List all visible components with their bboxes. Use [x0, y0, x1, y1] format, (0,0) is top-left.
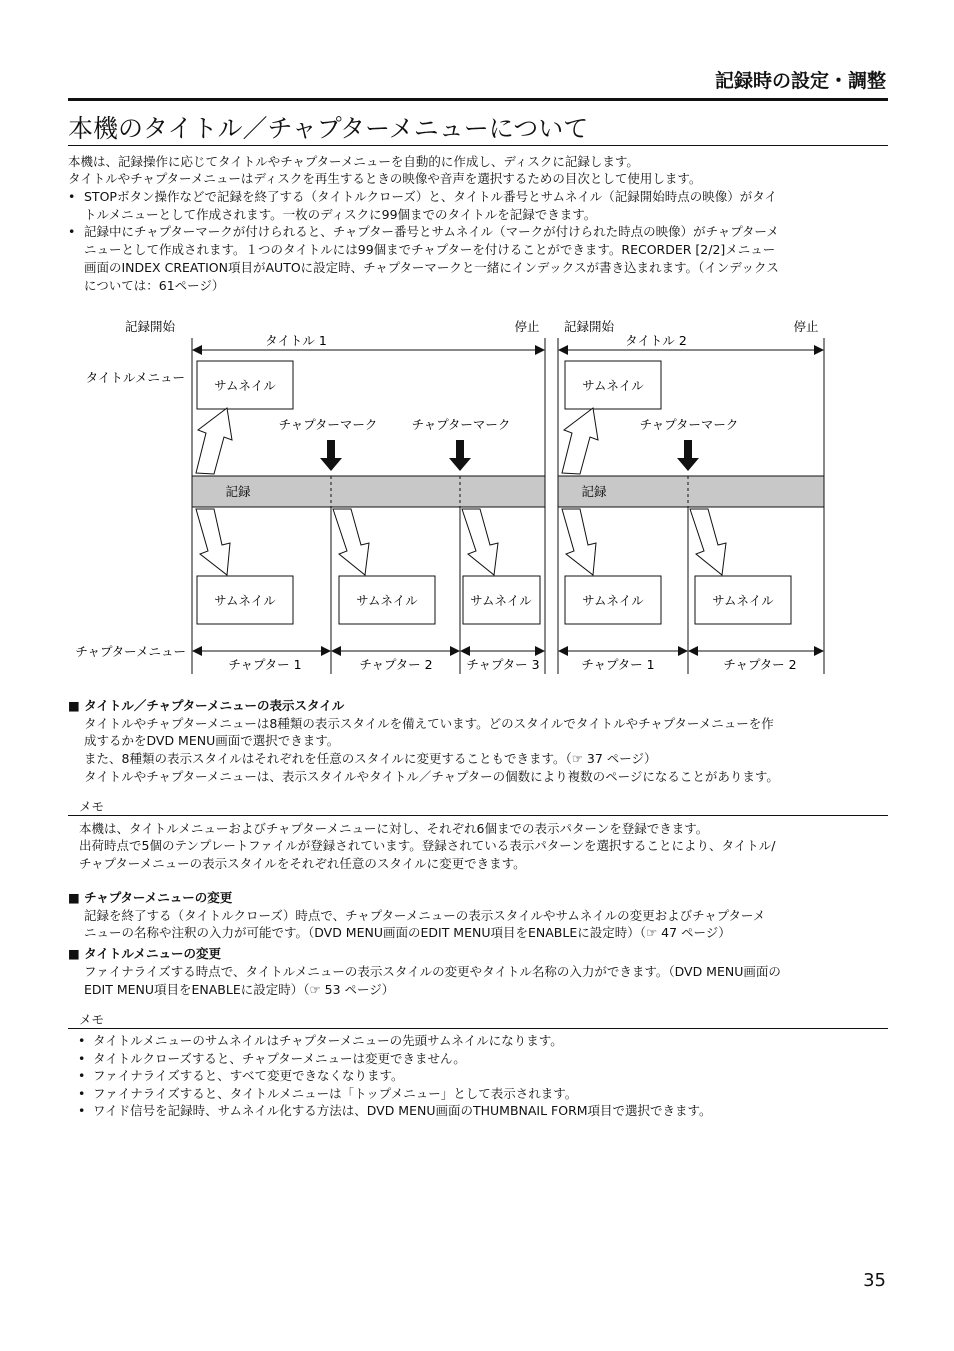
thumbnail-label: サムネイル [712, 593, 774, 608]
intro-bullet-line: ニューとして作成されます。１つのタイトルには99個までチャプターを付けることができます。RECORDER [2/2]メニュー [84, 242, 776, 257]
memo-bullet: ワイド信号を記録時、サムネイル化する方法は、DVD MENU画面のTHUMBNAIL FORM項目で選択できます。 [93, 1103, 712, 1118]
chapter-mark-label: チャプターマーク [278, 417, 378, 432]
thumbnail-label: サムネイル [214, 593, 276, 608]
bullet-dot: • [78, 1103, 86, 1118]
section-heading: ■ タイトル／チャプターメニューの表示スタイル [68, 698, 345, 713]
outline-arrow-up [562, 408, 598, 474]
memo-line: チャプターメニューの表示スタイルをそれぞれ任意のスタイルに変更できます。 [79, 856, 526, 871]
section-heading: ■ タイトルメニューの変更 [68, 946, 222, 961]
bullet-dot: • [78, 1086, 86, 1101]
page-number: 35 [863, 1270, 886, 1291]
rec-start-label: 記録開始 [124, 319, 176, 334]
section-heading: ■ チャプターメニューの変更 [68, 890, 233, 905]
memo-bullet: ファイナライズすると、すべて変更できなくなります。 [93, 1068, 404, 1083]
chapter-menu-label: チャプターメニュー [75, 644, 186, 659]
outline-arrow-down [462, 509, 498, 575]
intro-bullet-line: 画面のINDEX CREATION項目がAUTOに設定時、チャプターマークと一緒にインデックスが書き込まれます。（インデックス [84, 260, 779, 275]
thumbnail-label: サムネイル [356, 593, 418, 608]
bullet-dot: • [78, 1068, 86, 1083]
outline-arrow-up [196, 408, 232, 474]
section-title: 記録時の設定・調整 [714, 70, 886, 92]
memo-bullet: タイトルメニューのサムネイルはチャプターメニューの先頭サムネイルになります。 [93, 1033, 563, 1048]
memo-line: 本機は、タイトルメニューおよびチャプターメニューに対し、それぞれ6個までの表示パターンを登録できます。 [79, 821, 709, 836]
page-title: 本機のタイトル／チャプターメニューについて [68, 114, 589, 143]
body-line: ファイナライズする時点で、タイトルメニューの表示スタイルの変更やタイトル名称の入力ができます。（DVD MENU画面の [84, 964, 781, 979]
body-line: ニューの名称や注釈の入力が可能です。（DVD MENU画面のEDIT MENU項目をENABLEに設定時）（☞ 47 ページ） [84, 925, 731, 940]
section-heading-text: タイトル／チャプターメニューの表示スタイル [84, 698, 345, 713]
chapter-label: チャプター 2 [359, 657, 433, 672]
body-line: 成するかをDVD MENU画面で選択できます。 [84, 733, 340, 748]
intro-bullet-line: STOPボタン操作などで記録を終了する（タイトルクローズ）と、タイトル番号とサムネイル（記録開始時点の映像）がタイ [84, 189, 777, 204]
memo-bullet: タイトルクローズすると、チャプターメニューは変更できません。 [93, 1051, 466, 1066]
recording-label: 記録 [581, 484, 607, 499]
body-line: タイトルやチャプターメニューは、表示スタイルやタイトル／チャプターの個数により複数のページになることがあります。 [84, 769, 779, 784]
section-heading-text: チャプターメニューの変更 [84, 890, 233, 905]
intro-bullet-line: 記録中にチャプターマークが付けられると、チャプター番号とサムネイル（マークが付けられた時点の映像）がチャプターメ [84, 224, 779, 239]
intro-line: タイトルやチャプターメニューはディスクを再生するときの映像や音声を選択するための目次として使用します。 [68, 171, 702, 186]
title-1-label: タイトル 1 [265, 333, 327, 348]
recording-label: 記録 [225, 484, 251, 499]
chapter-mark-arrow [449, 440, 471, 471]
chapter-label: チャプター 2 [723, 657, 797, 672]
chapter-label: チャプター 3 [466, 657, 540, 672]
bullet-dot: • [78, 1051, 86, 1066]
body-line: タイトルやチャプターメニューは8種類の表示スタイルを備えています。どのスタイルでタイトルやチャプターメニューを作 [84, 716, 774, 731]
bullet-dot: • [68, 189, 76, 204]
thumbnail-label: サムネイル [470, 593, 532, 608]
thumbnail-label: サムネイル [582, 378, 644, 393]
title-menu-label: タイトルメニュー [85, 370, 185, 385]
stop-label: 停止 [793, 319, 819, 334]
memo-label: メモ [79, 1012, 105, 1027]
bullet-dot: • [78, 1033, 86, 1048]
section-heading-text: タイトルメニューの変更 [84, 946, 222, 961]
chapter-mark-label: チャプターマーク [639, 417, 739, 432]
memo-line: 出荷時点で5個のテンプレートファイルが登録されています。登録されている表示パターンを選択することにより、タイトル/ [79, 838, 776, 853]
body-line: 記録を終了する（タイトルクローズ）時点で、チャプターメニューの表示スタイルやサムネイルの変更およびチャプターメ [84, 908, 766, 923]
memo-rule [68, 1028, 888, 1029]
memo-label: メモ [79, 799, 105, 814]
intro-line: 本機は、記録操作に応じてタイトルやチャプターメニューを自動的に作成し、ディスクに記録します。 [68, 154, 639, 169]
memo-rule [68, 815, 888, 816]
body-line: また、8種類の表示スタイルはそれぞれを任意のスタイルに変更することもできます。（☞ 37 ページ） [84, 751, 657, 766]
outline-arrow-down [690, 509, 726, 575]
outline-arrow-down [562, 509, 596, 575]
thumbnail-label: サムネイル [582, 593, 644, 608]
intro-bullet-line: トルメニューとして作成されます。一枚のディスクに99個までのタイトルを記録できます。 [84, 207, 597, 222]
chapter-label: チャプター 1 [581, 657, 655, 672]
thumbnail-label: サムネイル [214, 378, 276, 393]
chapter-mark-arrow [320, 440, 342, 471]
stop-label: 停止 [514, 319, 540, 334]
intro-bullet-line: については：61ページ） [84, 278, 225, 293]
title-2-label: タイトル 2 [625, 333, 687, 348]
chapter-mark-label: チャプターマーク [411, 417, 511, 432]
rec-start-label: 記録開始 [563, 319, 615, 334]
outline-arrow-down [196, 509, 230, 575]
chapter-mark-arrow [677, 440, 699, 471]
chapter-label: チャプター 1 [228, 657, 302, 672]
bullet-dot: • [68, 224, 76, 239]
outline-arrow-down [333, 509, 369, 575]
memo-bullet: ファイナライズすると、タイトルメニューは「トップメニュー」として表示されます。 [93, 1086, 578, 1101]
body-line: EDIT MENU項目をENABLEに設定時）（☞ 53 ページ） [84, 982, 395, 997]
